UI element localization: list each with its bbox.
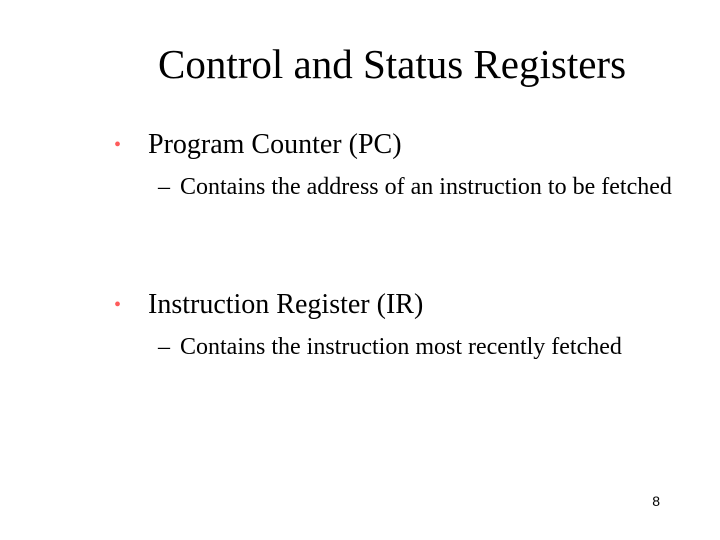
- page-number: 8: [652, 493, 660, 509]
- bullet-label: Instruction Register (IR): [148, 289, 424, 320]
- sub-bullet-item: [158, 172, 688, 203]
- sub-bullet-dash-icon: –: [158, 334, 170, 360]
- sub-bullet-dash-icon: –: [158, 174, 170, 200]
- sub-bullet-text: Contains the address of an instruction to be fetched: [180, 174, 672, 200]
- bullet-dot-icon: •: [114, 134, 122, 156]
- slide-title: Control and Status Registers: [157, 41, 627, 87]
- sub-bullet-item: [158, 332, 688, 363]
- bullet-label: Program Counter (PC): [148, 129, 402, 160]
- sub-bullet-text: Contains the instruction most recently fetched: [180, 334, 622, 360]
- bullet-dot-icon: •: [114, 294, 122, 316]
